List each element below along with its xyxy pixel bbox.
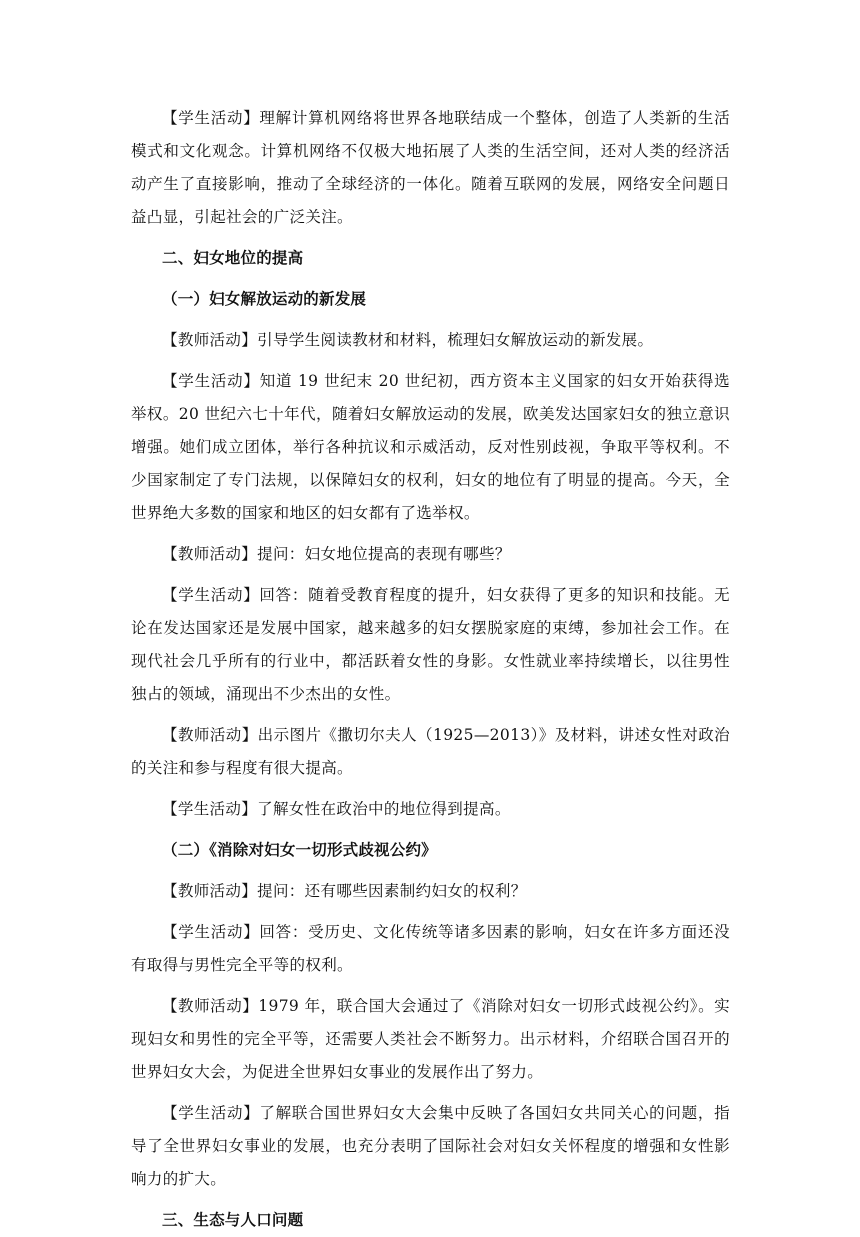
document-body (131, 102, 730, 1237)
paragraph-student-answer-constraints: 【学生活动】回答：受历史、文化传统等诸多因素的影响，妇女在许多方面还没有取得与男性完全平等的权利。 (131, 923, 730, 974)
subsection-heading-cedaw: （二）《消除对妇女一切形式歧视公约》 (162, 841, 437, 859)
paragraph-student-answer-status: 【学生活动】回答：随着受教育程度的提升，妇女获得了更多的知识和技能。无论在发达国家还是发展中国家，越来越多的妇女摆脱家庭的束缚，参加社会工作。在现代社会几乎所有的行业中，都活跃着女性的身影。女性就业率持续增长，以往男性独占的领域，涌现出不少杰出的女性。 (131, 586, 730, 703)
section-heading-ecology-population: 三、生态与人口问题 (162, 1211, 304, 1229)
paragraph-teacher-question-constraints: 【教师活动】提问：还有哪些因素制约妇女的权利？ (162, 882, 527, 900)
paragraph-teacher-activity-reading: 【教师活动】引导学生阅读教材和材料，梳理妇女解放运动的新发展。 (162, 331, 654, 349)
paragraph-student-activity-politics: 【学生活动】了解女性在政治中的地位得到提高。 (162, 800, 511, 818)
paragraph-student-activity-network: 【学生活动】理解计算机网络将世界各地联结成一个整体，创造了人类新的生活模式和文化观念。计算机网络不仅极大地拓展了人类的生活空间，还对人类的经济活动产生了直接影响，推动了全球经济的一体化。随着互联网的发展，网络安全问题日益凸显，引起社会的广泛关注。 (131, 109, 730, 226)
paragraph-teacher-activity-1979: 【教师活动】1979 年，联合国大会通过了《消除对妇女一切形式歧视公约》。实现妇女和男性的完全平等，还需要人类社会不断努力。出示材料，介绍联合国召开的世界妇女大会，为促进全世界妇女事业的发展作出了努力。 (131, 997, 730, 1081)
section-heading-womens-status: 二、妇女地位的提高 (162, 249, 304, 267)
paragraph-student-activity-suffrage: 【学生活动】知道 19 世纪末 20 世纪初，西方资本主义国家的妇女开始获得选举权。20 世纪六七十年代，随着妇女解放运动的发展，欧美发达国家妇女的独立意识增强。她们成立团体，举行各种抗议和示威活动，反对性别歧视，争取平等权利。不少国家制定了专门法规，以保障妇女的权利，妇女的地位有了明显的提高。今天，全世界绝大多数的国家和地区的妇女都有了选举权。 (131, 372, 730, 522)
subsection-heading-liberation-movement: （一）妇女解放运动的新发展 (162, 290, 367, 308)
paragraph-teacher-question-status: 【教师活动】提问：妇女地位提高的表现有哪些？ (162, 545, 511, 563)
paragraph-teacher-activity-thatcher: 【教师活动】出示图片《撒切尔夫人（1925—2013）》及材料，讲述女性对政治的关注和参与程度有很大提高。 (131, 726, 730, 777)
paragraph-student-activity-conference: 【学生活动】了解联合国世界妇女大会集中反映了各国妇女共同关心的问题，指导了全世界妇女事业的发展，也充分表明了国际社会对妇女关怀程度的增强和女性影响力的扩大。 (131, 1104, 730, 1188)
